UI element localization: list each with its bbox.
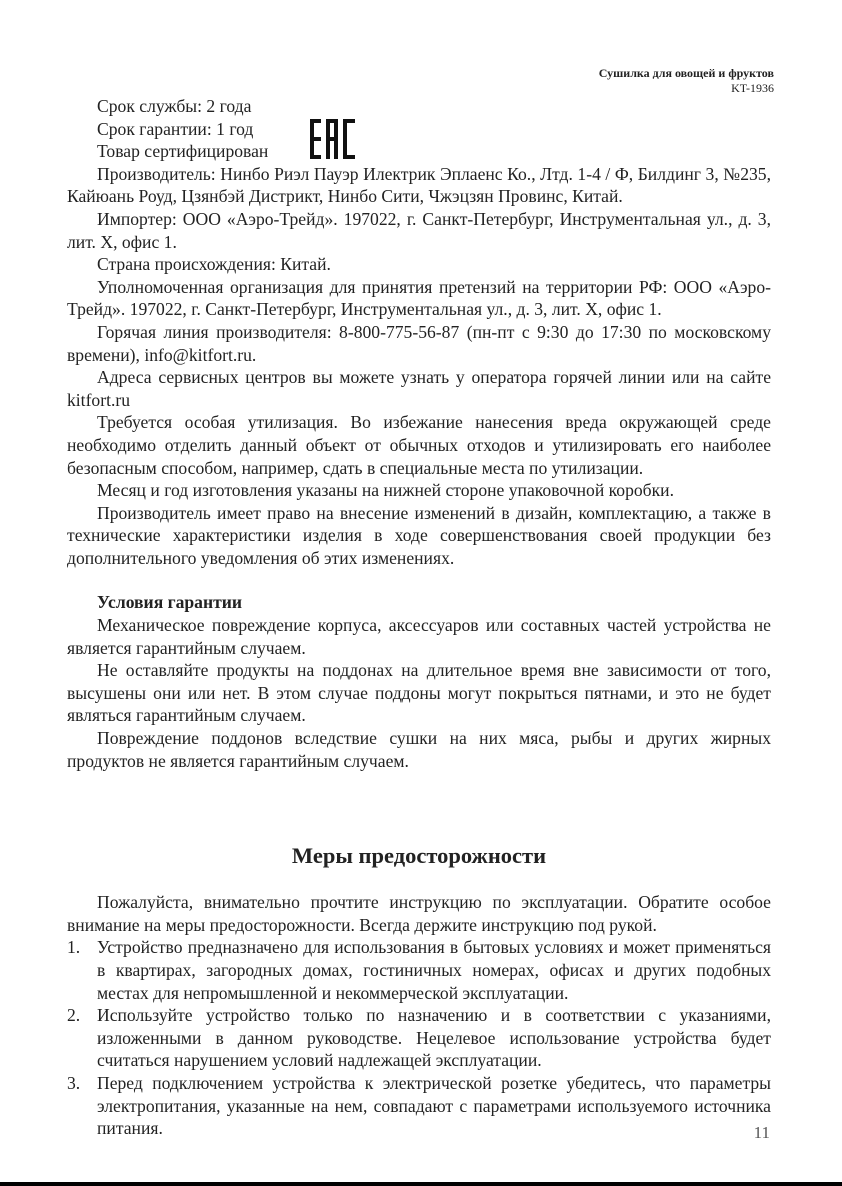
precautions-list <box>67 936 771 1139</box>
warranty-heading: Условия гарантии <box>97 592 243 613</box>
list-item-text: Перед подключением устройства к электрической розетке убедитесь, что параметры электропитания, указанные на нем, совпадают с параметрами используемого источника питания. <box>97 1072 771 1139</box>
header-model: KT-1936 <box>731 81 774 95</box>
list-item <box>67 936 771 1004</box>
paragraph-manufacturer: Производитель: Нинбо Риэл Пауэр Илектрик Эплаенс Ко., Лтд. 1-4 / Ф, Билдинг 3, №235, Кайюань Роуд, Цзянбэй Дистрикт, Нинбо Сити, Чжэцзян Провинс, Китай. <box>67 163 771 207</box>
paragraph-importer: Импортер: ООО «Аэро-Трейд». 197022, г. Санкт-Петербург, Инструментальная ул., д. 3, лит. Х, офис 1. <box>67 208 771 252</box>
list-item-text: Используйте устройство только по назначению и в соответствии с указаниями, изложенными в данном руководстве. Нецелевое использование устройства будет считаться нарушением условий надлежащей эксплуатации. <box>97 1005 771 1071</box>
service-life: Срок службы: 2 года <box>97 96 252 116</box>
running-header <box>599 66 774 96</box>
precautions-intro: Пожалуйста, внимательно прочтите инструкцию по эксплуатации. Обратите особое внимание на меры предосторожности. Всегда держите инструкцию под рукой. <box>67 892 771 935</box>
certification-block <box>67 95 771 163</box>
page-content <box>67 95 771 1140</box>
warranty-paragraph: Механическое повреждение корпуса, аксессуаров или составных частей устройства не является гарантийным случаем. <box>67 615 771 658</box>
list-item <box>67 1004 771 1072</box>
eac-mark-icon <box>310 119 356 159</box>
list-item-number: 3. <box>67 1072 81 1093</box>
list-item-number: 1. <box>67 937 81 958</box>
warranty-paragraph: Не оставляйте продукты на поддонах на длительное время вне зависимости от того, высушены они или нет. В этом случае поддоны могут покрыться пятнами, и это не будет являться гарантийным случаем. <box>67 660 771 726</box>
header-product-title: Сушилка для овощей и фруктов <box>598 66 774 80</box>
paragraph-changes: Производитель имеет право на внесение изменений в дизайн, комплектацию, а также в технические характеристики изделия в ходе совершенствования своей продукции без дополнительного уведомления об этих изменениях. <box>67 502 771 568</box>
warranty-period: Срок гарантии: 1 год <box>97 118 254 139</box>
section-title-precautions: Меры предосторожности <box>291 843 547 869</box>
paragraph-authorized-org: Уполномоченная организация для принятия претензий на территории РФ: ООО «Аэро-Трейд». 197022, г. Санкт-Петербург, Инструментальная ул., д. 3, лит. Х, офис 1. <box>67 276 771 320</box>
paragraph-service-centers: Адреса сервисных центров вы можете узнать у оператора горячей линии или на сайте kitfort.ru <box>67 367 771 410</box>
list-item <box>67 1072 771 1140</box>
paragraph-hotline: Горячая линия производителя: 8-800-775-56-87 (пн-пт с 9:30 до 17:30 по московскому времени), info@kitfort.ru. <box>67 321 771 365</box>
list-item-number: 2. <box>67 1005 81 1026</box>
certified-note: Товар сертифицирован <box>97 141 269 162</box>
paragraph-disposal: Требуется особая утилизация. Во избежание нанесения вреда окружающей среде необходимо отделить данный объект от обычных отходов и утилизировать его наиболее безопасным способом, например, сдать в специальные места по утилизации. <box>67 412 771 478</box>
warranty-paragraph: Повреждение поддонов вследствие сушки на них мяса, рыбы и других жирных продуктов не является гарантийным случаем. <box>67 728 771 771</box>
paragraph-country: Страна происхождения: Китай. <box>97 254 331 275</box>
bottom-edge-rule <box>0 1182 842 1186</box>
page-number: 11 <box>753 1123 770 1142</box>
list-item-text: Устройство предназначено для использования в бытовых условиях и может применяться в квартирах, загородных домах, гостиничных номерах, офисах и других подобных местах для непромышленной и некоммерческой эксплуатации. <box>97 937 771 1003</box>
paragraph-manufacture-date: Месяц и год изготовления указаны на нижней стороне упаковочной коробки. <box>97 480 674 501</box>
